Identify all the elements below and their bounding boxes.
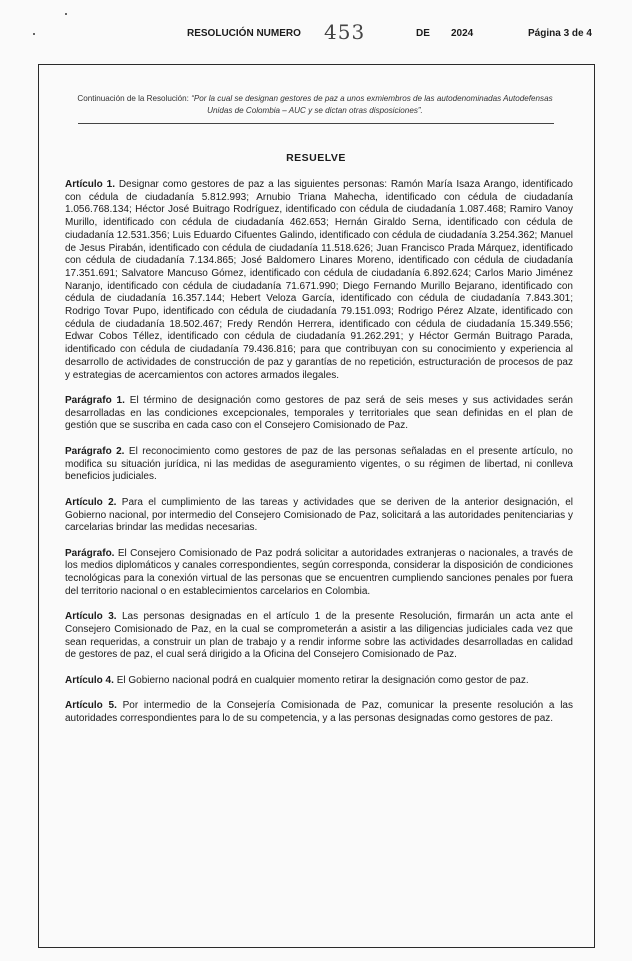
paragraph-text: Las personas designadas en el artículo 1 de la presente Resolución, firmarán un acta ante el Consejero Comisionado de Paz, en la cual se comprometerán a asistir a las diligencias judiciales cada vez que sean requeridas, a construir un plan de trabajo y a rendir informe sobre las actividades desarrolladas en calidad de gestores de paz, el cual será dirigido a la Oficina del Consejero Comisionado de Paz. — [65, 611, 573, 661]
paragraph-heading: Artículo 2. — [65, 496, 117, 508]
resolution-number: 453 — [324, 20, 366, 44]
articulo-2 — [65, 497, 573, 535]
articulo-3 — [65, 611, 573, 662]
scan-speck — [65, 13, 67, 15]
articulo-1 — [65, 179, 573, 382]
resolution-year: 2024 — [451, 28, 474, 39]
page-indicator: Página 3 de 4 — [528, 28, 592, 39]
paragraph-heading: Parágrafo 1. — [65, 395, 125, 407]
paragraph-text: El reconocimiento como gestores de paz de las personas señaladas en el presente artículo, no modifica su situación jurídica, ni las medidas de aseguramiento vigentes, o su régimen de libertad, ni conlleva beneficios judiciales. — [65, 445, 573, 483]
paragrafo-1 — [65, 395, 573, 433]
paragraph-heading: Artículo 4. — [65, 674, 114, 686]
paragraph-heading: Artículo 3. — [65, 611, 117, 623]
paragraph-text: El Gobierno nacional podrá en cualquier momento retirar la designación como gestor de paz. — [116, 674, 529, 686]
paragrafo — [65, 548, 573, 599]
paragraph-text: El término de designación como gestores de paz será de seis meses y sus actividades serán desarrolladas en las condiciones excepcionales, temporales y territoriales que sean definidas en el plan de gestión que se suscriba en cada caso con el Consejero Comisionado de Paz. — [65, 395, 573, 432]
resolution-label: RESOLUCIÓN NUMERO — [187, 28, 301, 39]
continuation-quote: “Por la cual se designan gestores de paz a unos exmiembros de las autodenominadas Autodefensas Unidas de Colombia – AUC y se dictan otras disposiciones”. — [191, 94, 553, 115]
continuation-intro: Continuación de la Resolución: — [77, 94, 189, 103]
paragraph-text: Para el cumplimiento de las tareas y actividades que se deriven de la anterior designación, el Gobierno nacional, por intermedio del Consejero Comisionado de Paz, solicitará a las autoridades penitenciarias y carcelarias brindar las medidas necesarias. — [65, 496, 573, 534]
de-label: DE — [416, 28, 430, 39]
paragraph-text: El Consejero Comisionado de Paz podrá solicitar a autoridades extranjeras o nacionales, a través de los medios diplomáticos y canales correspondientes, según corresponda, considerar la disposición de condiciones tecnológicas para la conexión virtual de las personas que se encuentren cumpliendo sanciones penales por fuera del territorio nacional o en establecimientos carcelarios en Colombia. — [65, 547, 574, 597]
paragraph-heading: Artículo 5. — [65, 700, 117, 712]
section-title: RESUELVE — [286, 152, 346, 164]
page-header — [0, 20, 632, 44]
divider-rule — [78, 123, 554, 124]
paragraph-heading: Parágrafo. — [65, 547, 115, 559]
paragraph-heading: Parágrafo 2. — [65, 445, 125, 457]
paragrafo-2 — [65, 446, 573, 484]
paragraph-text: Designar como gestores de paz a las siguientes personas: Ramón María Isaza Arango, identificado con cédula de ciudadanía 5.812.993; Arnubio Triana Mahecha, identificado con cédula de ciudadanía 1.056.768.134; Héctor José Buitrago Rodríguez, identificado con cédula de ciudadanía 1.087.468; Ramiro Vanoy Murillo, identificado con cédula de ciudadanía 462.653; Hernán Giraldo Serna, identificado con cédula de ciudadanía 12.531.356; Luis Eduardo Cifuentes Galindo, identificado con cédula de ciudadanía 3.254.362; Manuel de Jesus Pirabán, identificado con cédula de ciudadanía 11.518.626; Juan Francisco Prada Márquez, identificado con cédula de ciudadanía 7.134.865; José Baldomero Linares Moreno, identificado con cédula de ciudadanía 17.351.691; Salvatore Mancuso Gómez, identificado con cédula de ciudadanía 6.892.624; Carlos Mario Jiménez Naranjo, identificado con cédula de ciudadanía 71.671.990; Diego Fernando Murillo Bejarano, identificado con cédula de ciudadanía 16.357.144; Hebert Veloza García, identificado con cédula de ciudadanía 7.843.301; Rodrigo Tovar Pupo, identificado con cédula de ciudadanía 79.151.093; Rodrigo Pérez Alzate, identificado con cédula de ciudadanía 18.502.467; Fredy Rendón Herrera, identificado con cédula de ciudadanía 15.349.556; Edwar Cobos Téllez, identificado con cédula de ciudadanía 91.262.291; y Héctor Germán Buitrago Parada, identificado con cédula de ciudadanía 79.436.816; para que contribuyan con su conocimiento y experiencia al desarrollo de actividades de construcción de paz y garantías de no repetición, estructuración de procesos de paz y estrategias de acercamientos con actores armados ilegales. — [65, 179, 573, 381]
articulo-4 — [65, 675, 573, 688]
document-body — [65, 179, 573, 739]
articulo-5 — [65, 700, 573, 725]
continuation-note — [70, 93, 560, 116]
paragraph-text: Por intermedio de la Consejería Comisionada de Paz, comunicar la presente resolución a las autoridades correspondientes para lo de su competencia, y a las personas designadas como gestores de paz. — [65, 700, 573, 725]
paragraph-heading: Artículo 1. — [65, 179, 115, 190]
